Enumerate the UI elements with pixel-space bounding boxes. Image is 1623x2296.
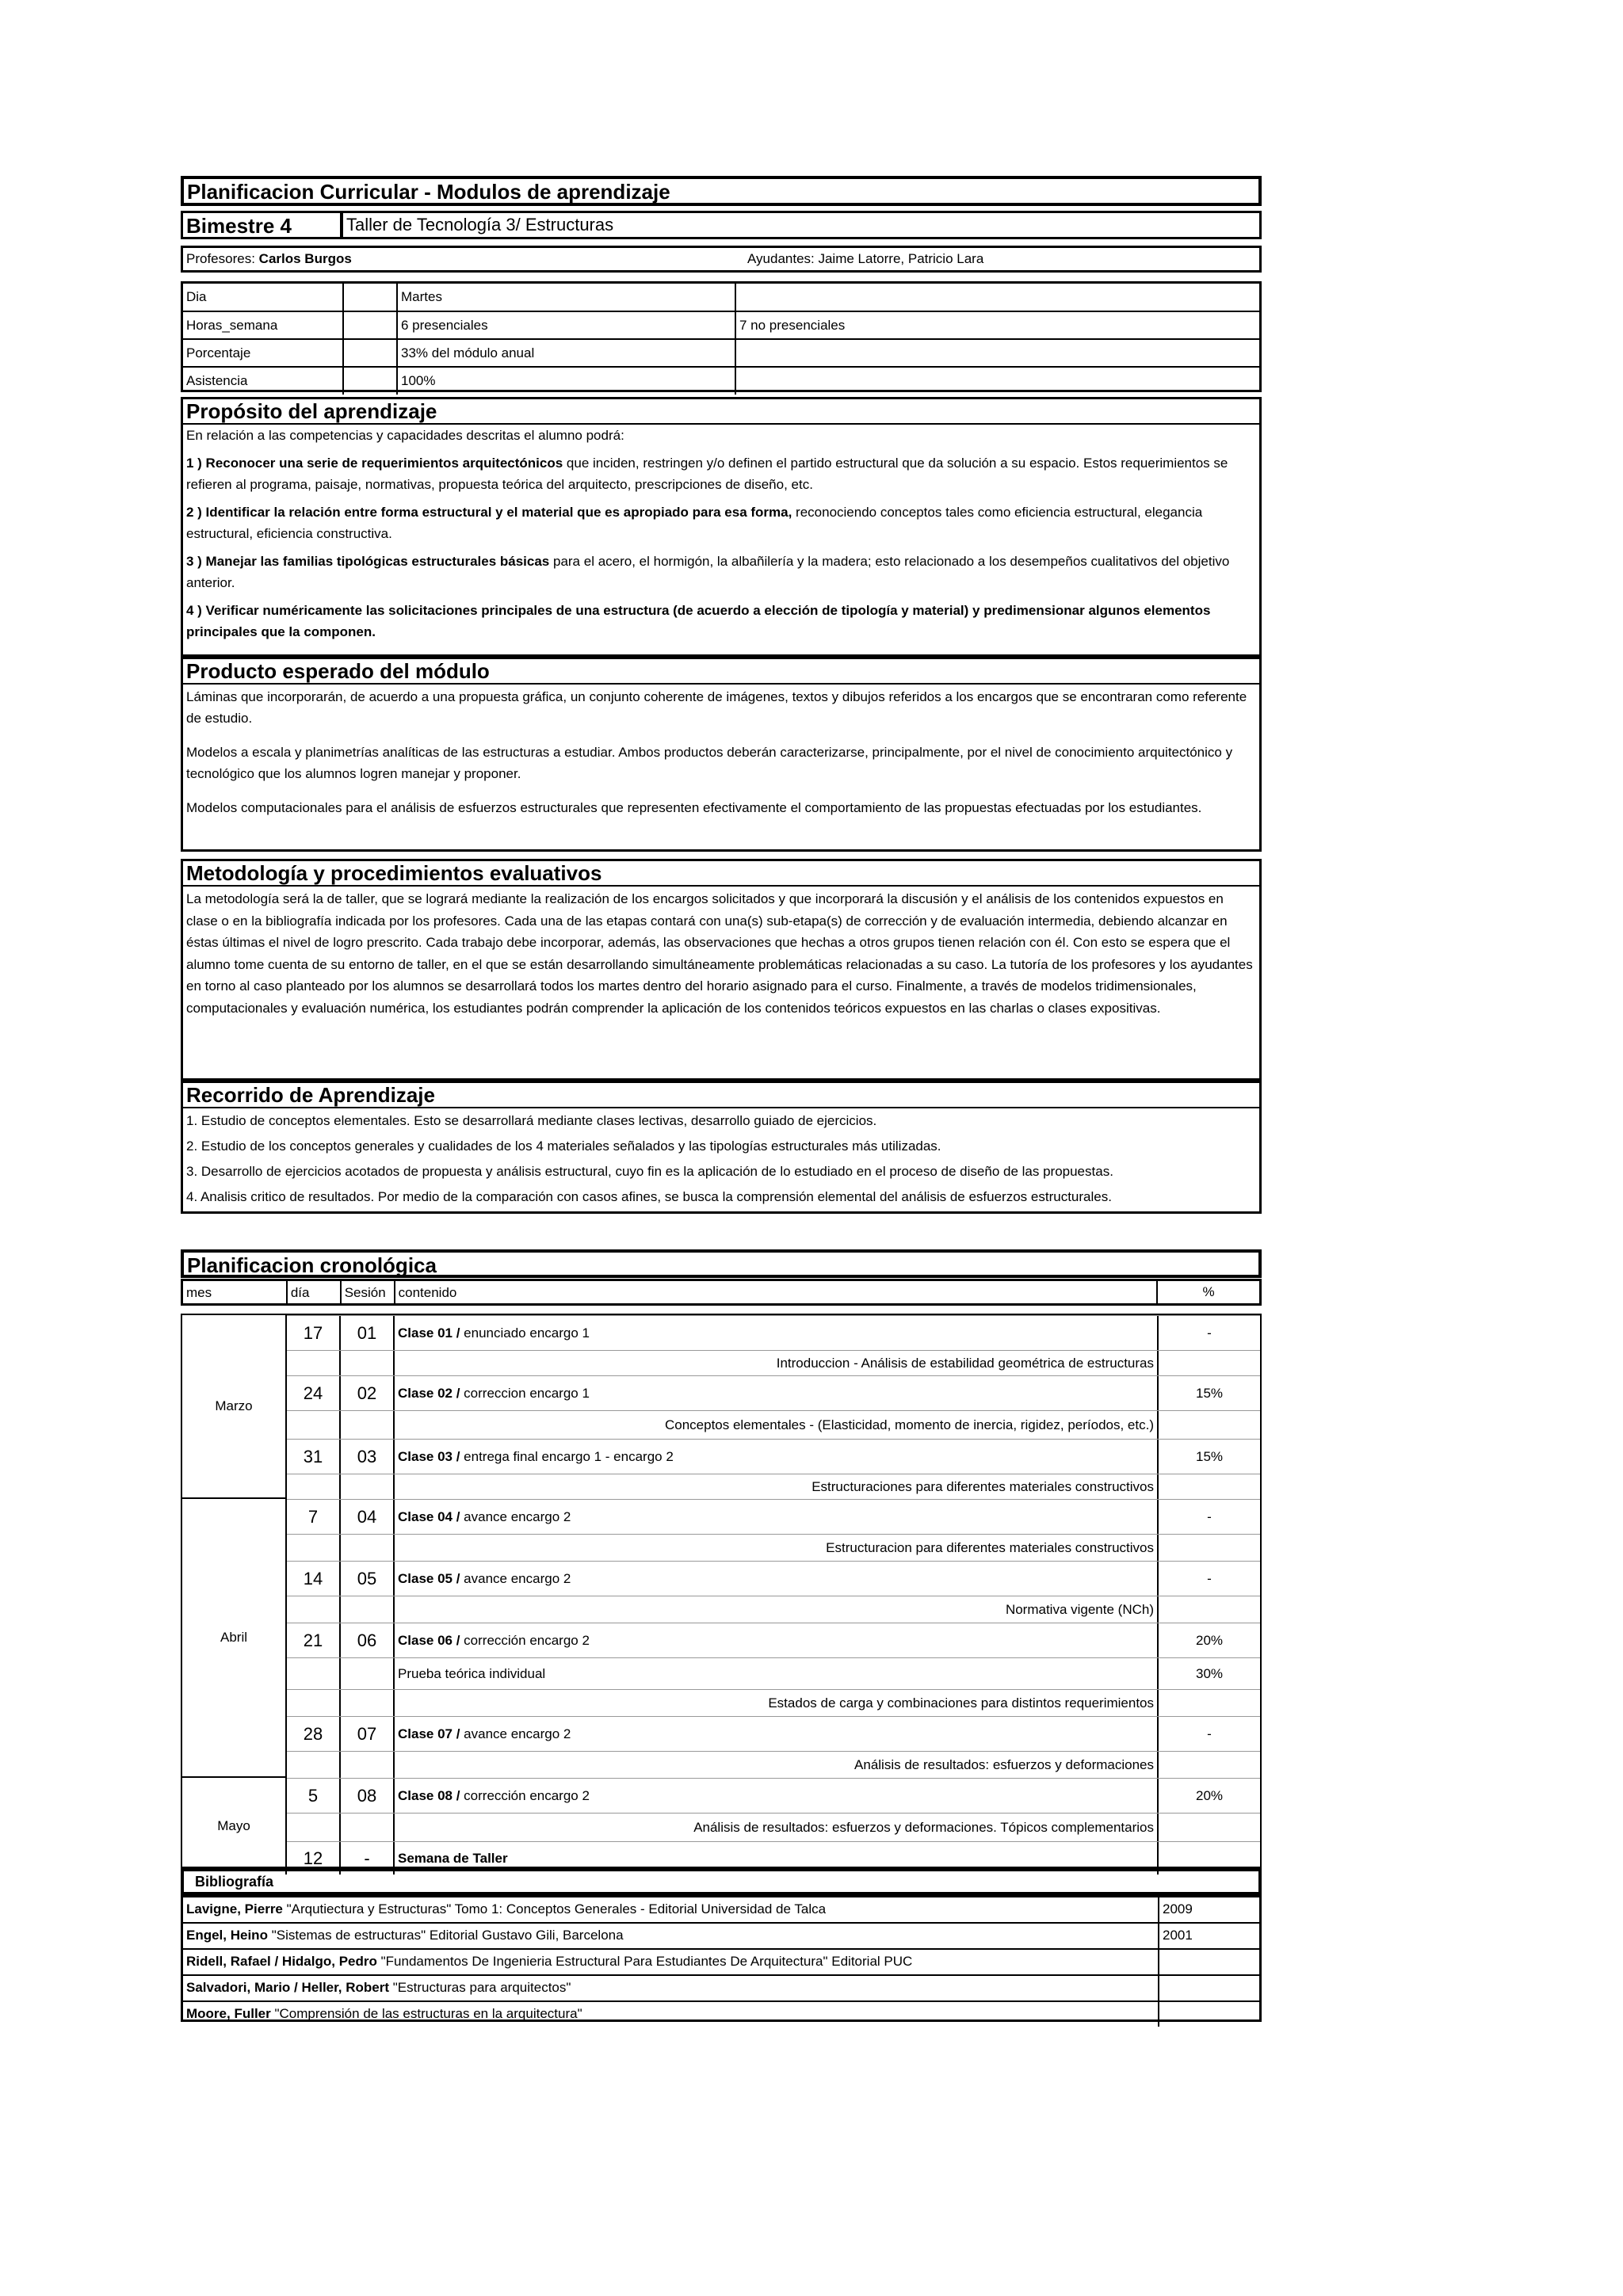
bibliografia-title: "Sistemas de estructuras" Editorial Gustavo Gili, Barcelona [267,1928,624,1943]
cronologia-col-header: Sesión [342,1281,395,1303]
info-row [183,367,1259,395]
info-row [183,311,1259,339]
cronologia-pct: - [1207,1570,1212,1586]
info-label: Asistencia [183,367,343,395]
bibliografia-year [1159,1976,1259,2000]
cronologia-row [287,1375,1260,1410]
proposito-section [181,397,1262,657]
cronologia-dia [287,1535,341,1561]
cronologia-sesion: 08 [341,1779,395,1813]
cronologia-clase-label: Clase 08 / [398,1787,460,1803]
cronologia-sesion: 05 [341,1562,395,1596]
cronologia-row [287,1561,1260,1596]
info-empty-cell [343,284,397,311]
cronologia-row [287,1499,1260,1534]
cronologia-dia [287,1690,341,1716]
cronologia-dia [287,1596,341,1623]
cronologia-dia [287,1474,341,1499]
cronologia-sesion [341,1411,395,1439]
cronologia-contenido [395,1717,1159,1751]
proposito-item [183,598,1259,644]
cronologia-dia: 7 [287,1500,341,1534]
proposito-item-text: para el acero, el hormigón, la albañilería y la madera; esto relacionado a los desempeños cualitativos del objetivo anterior. [186,554,1230,590]
proposito-intro: En relación a las competencias y capacidades descritas el alumno podrá: [186,428,624,443]
profesores-name: Carlos Burgos [258,251,352,266]
proposito-heading: Propósito del aprendizaje [183,399,1259,425]
cronologia-clase-text: avance encargo 2 [460,1570,571,1586]
cronologia-pct: 20% [1195,1787,1224,1803]
cronologia-row [287,1716,1260,1751]
cronologia-sesion [341,1351,395,1375]
cronologia-topic: Conceptos elementales - (Elasticidad, momento de inercia, rigidez, períodos, etc.) [664,1417,1154,1432]
cronologia-contenido [395,1752,1159,1778]
producto-paragraph: Modelos a escala y planimetrías analíticas de las estructuras a estudiar. Ambos productos deberán caracterizarse, principalmente, por el nivel de conocimiento arquitectónico y tecnológico que los alumnos logren manejar y proponer. [186,745,1233,781]
proposito-item-text: reconociendo conceptos tales como eficiencia estructural, elegancia estructural, eficiencia constructiva. [186,505,1203,541]
cronologia-clase-text: avance encargo 2 [460,1508,571,1524]
cronologia-contenido [395,1562,1159,1596]
cronologia-dia: 14 [287,1562,341,1596]
info-value: 100% [397,367,735,395]
cronologia-clase-label: Clase 04 / [398,1508,460,1524]
cronologia-pct: - [1207,1325,1212,1341]
proposito-item [183,500,1259,546]
cronologia-dia: 24 [287,1376,341,1410]
cronologia-clase-text: Prueba teórica individual [398,1665,546,1681]
cronologia-clase-label: Semana de Taller [398,1850,508,1866]
cronologia-dia [287,1658,341,1689]
bimestre-row [181,211,1262,239]
info-empty-cell [343,367,397,395]
cronologia-row [287,1623,1260,1657]
cronologia-row [287,1813,1260,1841]
cronologia-clase-label: Clase 05 / [398,1570,460,1586]
cronologia-heading-box [181,1249,1262,1278]
bibliografia-title: "Estructuras para arquitectos" [389,1980,571,1995]
cronologia-topic: Estructuraciones para diferentes materiales constructivos [812,1478,1154,1494]
bibliografia-year [1159,2002,1259,2027]
cronologia-dia: 28 [287,1717,341,1751]
cronologia-topic: Análisis de resultados: esfuerzos y deformaciones. Tópicos complementarios [693,1819,1154,1835]
cronologia-pct [1159,1752,1260,1778]
cronologia-sesion [341,1596,395,1623]
cronologia-dia [287,1351,341,1375]
month-cell: Marzo [182,1315,287,1499]
cronologia-clase-label: Clase 02 / [398,1385,460,1401]
cronologia-contenido [395,1690,1159,1716]
cronologia-col-header: % [1202,1284,1215,1299]
cronologia-heading: Planificacion cronológica [187,1253,437,1277]
proposito-item [183,549,1259,595]
cronologia-contenido [395,1623,1159,1657]
cronologia-clase-label: Clase 06 / [398,1632,460,1648]
info-extra: 7 no presenciales [739,317,846,333]
bibliografia-title: "Comprensión de las estructuras en la arquitectura" [270,2006,582,2021]
bibliografia-author: Salvadori, Mario / Heller, Robert [186,1980,390,1995]
cronologia-contenido [395,1535,1159,1561]
cronologia-sesion [341,1752,395,1778]
cronologia-row [287,1751,1260,1778]
cronologia-pct: 15% [1195,1448,1224,1464]
cronologia-dia [287,1411,341,1439]
cronologia-row [287,1439,1260,1474]
cronologia-clase-text: avance encargo 2 [460,1726,571,1741]
info-empty-cell [343,339,397,367]
ayudantes-text: Ayudantes: Jaime Latorre, Patricio Lara [747,251,984,266]
cronologia-col-header: contenido [395,1281,1159,1303]
cronologia-contenido [395,1440,1159,1474]
bibliografia-entry [183,2002,1159,2027]
bibliografia-entry [183,1897,1159,1922]
profesores-row [181,246,1262,273]
cronologia-col-header: mes [183,1281,288,1303]
cronologia-dia: 17 [287,1316,341,1350]
cronologia-pct: 20% [1195,1632,1224,1648]
cronologia-col-header: día [288,1281,342,1303]
cronologia-sesion: 04 [341,1500,395,1534]
bibliografia-author: Lavigne, Pierre [186,1901,283,1917]
cronologia-clase-label: Clase 07 / [398,1726,460,1741]
cronologia-pct [1159,1690,1260,1716]
cronologia-pct: - [1207,1508,1212,1524]
cronologia-pct [1159,1474,1260,1499]
cronologia-pct [1159,1814,1260,1841]
cronologia-topic: Estructuracion para diferentes materiales constructivos [826,1539,1154,1555]
cronologia-pct [1159,1596,1260,1623]
bibliografia-row [183,2002,1259,2027]
info-table [181,281,1262,392]
info-row [183,339,1259,367]
info-extra [735,367,1259,395]
cronologia-contenido [395,1351,1159,1375]
bibliografia-year: 2001 [1163,1928,1193,1943]
bibliografia-row [183,1897,1259,1924]
cronologia-contenido [395,1316,1159,1350]
cronologia-contenido [395,1474,1159,1499]
cronologia-row [287,1596,1260,1623]
recorrido-heading: Recorrido de Aprendizaje [183,1083,1259,1108]
info-value: 33% del módulo anual [397,339,735,367]
recorrido-item: 4. Analisis critico de resultados. Por medio de la comparación con casos afines, se busca la comprensión elemental del análisis de esfuerzos estructurales. [186,1189,1112,1204]
bibliografia-row [183,1924,1259,1950]
bibliografia-entry [183,1924,1159,1948]
bibliografia-title: "Fundamentos De Ingenieria Estructural Para Estudiantes De Arquitectura" Editorial PUC [376,1954,913,1969]
cronologia-pct [1159,1535,1260,1561]
document-title: Planificacion Curricular - Modulos de aprendizaje [187,180,670,204]
recorrido-item: 3. Desarrollo de ejercicios acotados de propuesta y análisis estructural, cuyo fin es la aplicación de lo estudiado en el proceso de diseño de las propuestas. [186,1164,1113,1179]
cronologia-table [181,1314,1262,1868]
cronologia-row [287,1315,1260,1350]
cronologia-sesion [341,1690,395,1716]
bibliografia-heading-box [181,1868,1262,1895]
producto-paragraph: Modelos computacionales para el análisis de esfuerzos estructurales que representen efectivamente el comportamiento de las propuestas efectuadas por los estudiantes. [186,800,1202,815]
bibliografia-author: Moore, Fuller [186,2006,271,2021]
cronologia-dia: 31 [287,1440,341,1474]
cronologia-sesion: 03 [341,1440,395,1474]
cronologia-dia: 5 [287,1779,341,1813]
cronologia-clase-text: enunciado encargo 1 [460,1325,590,1341]
cronologia-row [287,1657,1260,1689]
cronologia-row [287,1689,1260,1716]
course-name: Taller de Tecnología 3/ Estructuras [346,215,614,235]
cronologia-sesion [341,1474,395,1499]
metodologia-heading: Metodología y procedimientos evaluativos [183,861,1259,887]
bibliografia-author: Engel, Heino [186,1928,268,1943]
producto-section [181,657,1262,852]
cronologia-sesion: 07 [341,1717,395,1751]
bibliografia-row [183,1950,1259,1976]
cronologia-clase-label: Clase 01 / [398,1325,460,1341]
cronologia-clase-text: corrección encargo 2 [460,1632,590,1648]
proposito-item-text: que inciden, restringen y/o definen el partido estructural que da solución a su espacio. Estos requerimientos se refieren al programa, paisaje, normativas, propuesta teórica del arquitecto, prescripciones de diseño, etc. [186,456,1228,492]
info-row [183,284,1259,311]
cronologia-row [287,1350,1260,1375]
cronologia-header-row [181,1279,1262,1306]
cronologia-contenido [395,1411,1159,1439]
cronologia-topic: Análisis de resultados: esfuerzos y deformaciones [854,1756,1154,1772]
info-label: Horas_semana [183,311,343,339]
cronologia-row [287,1534,1260,1561]
info-label: Porcentaje [183,339,343,367]
cronologia-sesion: - [341,1842,395,1875]
cronologia-pct: 30% [1195,1665,1224,1681]
cronologia-contenido [395,1814,1159,1841]
bibliografia-year [1159,1950,1259,1974]
profesores-cell [183,250,744,269]
cronologia-contenido [395,1658,1159,1689]
document-title-box [181,176,1262,206]
cronologia-row [287,1410,1260,1439]
proposito-item-bold: 2 ) Identificar la relación entre forma estructural y el material que es apropiado para esa forma, [186,505,792,520]
bibliografia-table [181,1895,1262,2022]
cronologia-pct: 15% [1195,1385,1224,1401]
proposito-item-bold: 4 ) Verificar numéricamente las solicitaciones principales de una estructura (de acuerdo a elección de tipología y material) y predimensionar algunos elementos principales que la componen. [186,603,1211,639]
cronologia-contenido [395,1376,1159,1410]
cronologia-clase-text: corrección encargo 2 [460,1787,590,1803]
cronologia-dia [287,1814,341,1841]
bibliografia-author: Ridell, Rafael / Hidalgo, Pedro [186,1954,377,1969]
cronologia-clase-text: correccion encargo 1 [460,1385,590,1401]
bibliografia-row [183,1976,1259,2002]
cronologia-clase-text: entrega final encargo 1 - encargo 2 [460,1448,674,1464]
month-cell: Mayo [182,1778,287,1875]
info-extra [735,339,1259,367]
info-value: 6 presenciales [397,311,735,339]
metodologia-section [181,859,1262,1081]
recorrido-item: 2. Estudio de los conceptos generales y cualidades de los 4 materiales señalados y las tipologías estructurales más utilizadas. [186,1138,941,1154]
info-label: Dia [183,284,343,311]
profesores-label: Profesores: [186,251,255,266]
cronologia-sesion [341,1658,395,1689]
cronologia-sesion: 01 [341,1316,395,1350]
bibliografia-entry [183,1950,1159,1974]
cronologia-contenido [395,1596,1159,1623]
bibliografia-title: "Arqutiectura y Estructuras" Tomo 1: Conceptos Generales - Editorial Universidad de Talca [282,1901,827,1917]
month-cell: Abril [182,1499,287,1778]
bibliografia-entry [183,1976,1159,2000]
cronologia-sesion: 06 [341,1623,395,1657]
cronologia-topic: Estados de carga y combinaciones para distintos requerimientos [768,1695,1154,1711]
metodologia-text: La metodología será la de taller, que se logrará mediante la realización de los encargos solicitados y que incorporará la discusión y el análisis de los contenidos expuestos en clase o en la bibliografía indicada por los profesores. Cada una de las etapas contará con una(s) sub-etapa(s) de corrección y de evaluación intermedia, debiendo alcanzar en éstas últimas el nivel de logro prescrito. Cada trabajo debe incorporar, además, las observaciones que hechas a otros grupos tienen relación con él. Con esto se espera que el alumno tome cuenta de su entorno de taller, en el que se están desarrollando simultáneamente problemáticas relacionadas a su caso. La tutoría de los profesores y los ayudantes en torno al caso planteado por los alumnos se desarrollará todos los martes dentro del horario asignado para el curso. Finalmente, a través de modelos tridimensionales, computacionales y evaluación numérica, los estudiantes podrán comprender la aplicación de los contenidos teóricos expuestos en las charlas o clases expositivas. [186,891,1253,1016]
proposito-item-bold: 1 ) Reconocer una serie de requerimientos arquitectónicos [186,456,563,471]
info-extra [735,284,1259,311]
cronologia-sesion [341,1535,395,1561]
cronologia-sesion: 02 [341,1376,395,1410]
cronologia-pct [1159,1351,1260,1375]
recorrido-section [181,1081,1262,1214]
cronologia-dia: 21 [287,1623,341,1657]
bibliografia-heading: Bibliografía [195,1874,274,1890]
info-empty-cell [343,311,397,339]
producto-heading: Producto esperado del módulo [183,659,1259,685]
cronologia-clase-label: Clase 03 / [398,1448,460,1464]
cronologia-topic: Normativa vigente (NCh) [1005,1601,1154,1617]
cronologia-row [287,1474,1260,1499]
proposito-item-bold: 3 ) Manejar las familias tipológicas estructurales básicas [186,554,550,569]
cronologia-row [287,1778,1260,1813]
info-value: Martes [397,284,735,311]
cronologia-dia: 12 [287,1842,341,1875]
cronologia-pct [1159,1411,1260,1439]
cronologia-contenido [395,1779,1159,1813]
cronologia-topic: Introduccion - Análisis de estabilidad geométrica de estructuras [776,1355,1154,1371]
recorrido-item: 1. Estudio de conceptos elementales. Esto se desarrollará mediante clases lectivas, desarrollo guiado de ejercicios. [186,1113,877,1128]
cronologia-contenido [395,1500,1159,1534]
cronologia-sesion [341,1814,395,1841]
proposito-item [183,451,1259,497]
cronologia-dia [287,1752,341,1778]
cronologia-pct: - [1207,1726,1212,1741]
bibliografia-year: 2009 [1163,1901,1193,1917]
bimestre-label: Bimestre 4 [183,213,343,237]
producto-paragraph: Láminas que incorporarán, de acuerdo a una propuesta gráfica, un conjunto coherente de imágenes, textos y dibujos referidos a los encargos que se encontraran como referente de estudio. [186,689,1247,726]
